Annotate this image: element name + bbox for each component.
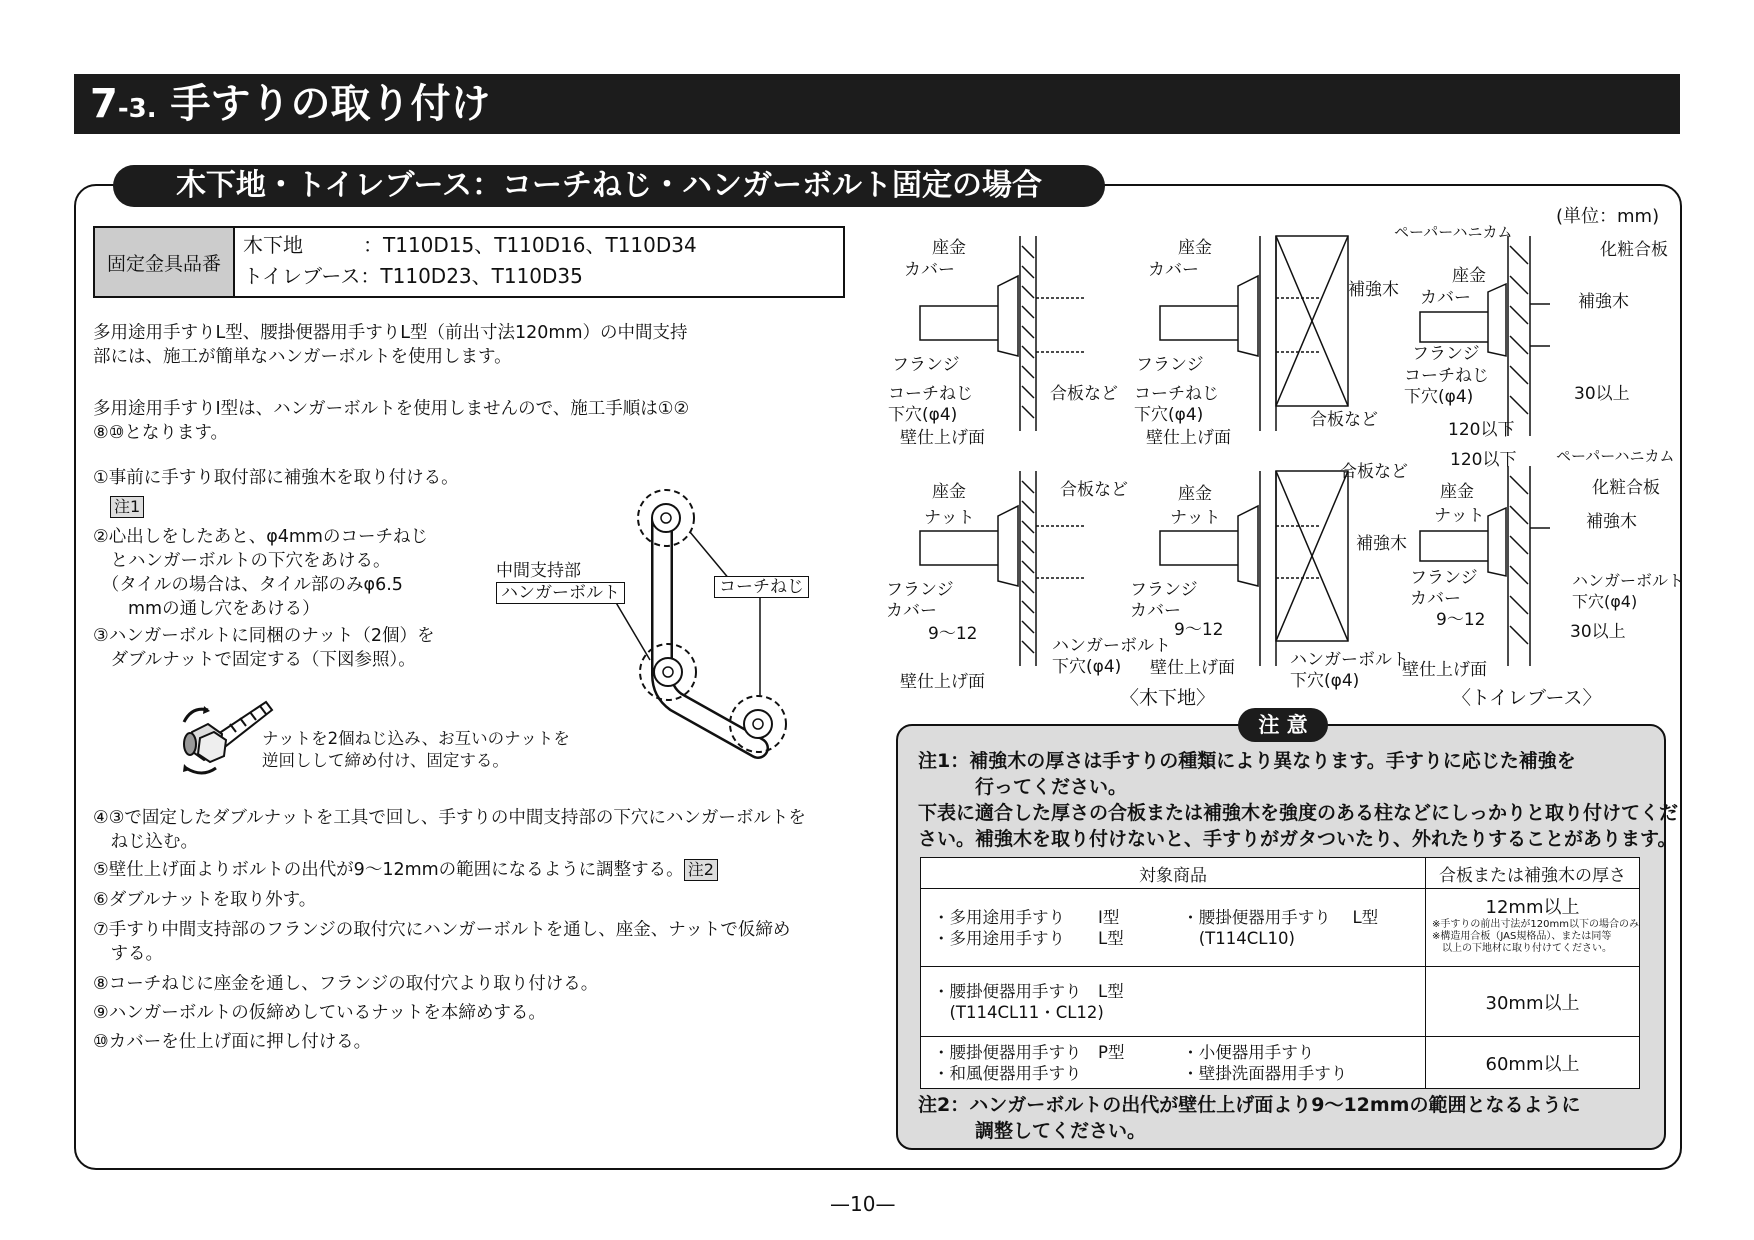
label-dim-9-12-6: 9～12 [1436,610,1486,630]
label-wall-2: 壁仕上げ面 [1146,428,1231,448]
label-coach-2: コーチねじ 下穴(φ4) [1134,384,1219,425]
step-5 [93,858,718,882]
table-r1-thickness: 12mm以上 [1485,897,1580,918]
table-r1-products-a: ・多用途用手すり I型 ・多用途用手すり L型 [921,889,1171,967]
fixing-part-row-booth: トイレブース：T110D23、T110D35 [243,264,583,288]
step-6: ⑥ダブルナットを取り外す。 [93,890,317,910]
table-r1-products-b: ・腰掛便器用手すり L型 (T114CL10) [1170,889,1425,967]
step-10: ⑩カバーを仕上げ面に押し付ける。 [93,1032,372,1052]
label-dim-120-1: 120以下 [1448,420,1515,440]
label-wall-5: 壁仕上げ面 [1150,658,1235,678]
table-header-products: 対象商品 [921,858,1426,889]
label-coach-1: コーチねじ 下穴(φ4) [888,384,973,425]
hanger-bolt-label: ハンガーボルト [496,582,625,604]
label-hanger-hole-4: ハンガーボルト 下穴(φ4) [1052,636,1171,677]
label-dim-120-2: 120以下 [1450,450,1517,470]
label-hanger-hole-5: ハンガーボルト 下穴(φ4) [1290,650,1409,691]
label-dim-9-12-4: 9～12 [928,624,978,644]
label-kesho-2: 化粧合板 [1592,478,1660,498]
label-nut-6: ナット [1434,506,1485,526]
section-title: 手すりの取り付け [170,81,491,127]
label-nut-5: ナット [1170,508,1221,528]
label-dim-30-2: 30以上 [1570,622,1626,642]
label-dim-30-1: 30以上 [1574,384,1630,404]
caution-note-2: 注2：ハンガーボルトの出代が壁仕上げ面より9～12mmの範囲となるように 調整してください。 [918,1094,1581,1142]
caution-note-1b: 下表に適合した厚さの合板または補強木を強度のある柱などにしっかりと取り付けてくだ さい。補強木を取り付けないと、手すりがガタついたり、外れたりすることがあります。 [918,802,1679,850]
label-nut-4: ナット [924,508,975,528]
note-2-tag: 注2 [684,859,718,881]
label-coach-3: コーチねじ 下穴(φ4) [1404,366,1489,407]
label-paper-honeycomb-1: ペーパーハニカム [1394,223,1513,241]
label-zagane-2: 座金 [1178,238,1212,258]
label-kesho-1: 化粧合板 [1600,240,1668,260]
step-1: ①事前に手すり取付部に補強木を取り付ける。 [93,468,459,488]
label-flange-cover-6: フランジ カバー [1410,568,1478,609]
label-zagane-5: 座金 [1178,484,1212,504]
double-nut-illustration [178,694,274,780]
label-flange-cover-4: フランジ カバー [886,580,954,621]
label-flange-1: フランジ [892,355,960,375]
table-r3-products-b: ・小便器用手すり ・壁掛洗面器用手すり [1170,1037,1425,1089]
label-flange-2: フランジ [1136,355,1204,375]
page-number: —10— [830,1192,896,1216]
reinforcement-table [920,857,1640,1089]
label-zagane-1: 座金 [932,238,966,258]
step-9: ⑨ハンガーボルトの仮締めしているナットを本締めする。 [93,1003,546,1023]
unit-label: (単位：mm) [1556,206,1660,227]
label-zagane-6: 座金 [1440,482,1474,502]
subheading: 木下地・トイレブース：コーチねじ・ハンガーボルト固定の場合 [113,165,1105,207]
caption-wood: 〈木下地〉 [1120,687,1216,709]
label-wall-1: 壁仕上げ面 [900,428,985,448]
step-8: ⑧コーチねじに座金を通し、フランジの取付穴より取り付ける。 [93,974,599,994]
label-hokyo-3: 補強木 [1578,292,1629,312]
table-r2-thickness: 30mm以上 [1426,967,1640,1037]
nut-caption: ナットを2個ねじ込み、お互いのナットを 逆回しして締め付け、固定する。 [262,729,570,770]
label-hokyo-2: 補強木 [1348,280,1399,300]
label-hanger-hole-6: ハンガーボルト 下穴(φ4) [1572,571,1685,611]
label-cover-2: カバー [1148,260,1199,280]
table-r1-footnote: ※手すりの前出寸法が120mm以下の場合のみ ※構造用合板（JAS規格品）、または同等 以上の下地材に取り付けてください。 [1432,919,1639,954]
label-gouban-1: 合板など [1050,384,1118,404]
section-header [74,74,1680,134]
label-gouban-4: 合板など [1060,480,1128,500]
label-dim-9-12-5: 9～12 [1174,620,1224,640]
section-subnumber: -3. [117,94,157,124]
table-r3-products-a: ・腰掛便器用手すり P型 ・和風便器用手すり [921,1037,1171,1089]
step-4: ④③で固定したダブルナットを工具で回し、手すりの中間支持部の下穴にハンガーボルトを ねじ込む。 [93,808,806,852]
fixing-part-table [93,226,845,298]
label-zagane-3: 座金 [1452,266,1486,286]
mid-support-label: 中間支持部 [496,561,581,581]
table-r3-thickness: 60mm以上 [1426,1037,1640,1089]
step-1-note [110,496,144,518]
caution-title: 注 意 [1238,708,1328,742]
caution-note-1: 注1：補強木の厚さは手すりの種類により異なります。手すりに応じた補強を 行ってください。 [918,750,1576,798]
intro-paragraph-2: 多用途用手すりI型は、ハンガーボルトを使用しませんので、施工手順は①② ⑧⑩となります。 [93,399,690,443]
intro-paragraph-1: 多用途用手すりL型、腰掛便器用手すりL型（前出寸法120mm）の中間支持 部には、施工が簡単なハンガーボルトを使用します。 [93,323,688,367]
handrail-illustration [600,480,830,760]
step-5-text: ⑤壁仕上げ面よりボルトの出代が9～12mmの範囲になるように調整する。 [93,860,684,880]
label-paper-honeycomb-2: ペーパーハニカム [1556,447,1675,465]
section-number: 7 [90,81,118,127]
table-header-thickness: 合板または補強木の厚さ [1426,858,1640,889]
label-wall-4: 壁仕上げ面 [900,672,985,692]
label-hokyo-6: 補強木 [1586,512,1637,532]
label-zagane-4: 座金 [932,482,966,502]
label-cover-3: カバー [1420,288,1471,308]
label-gouban-5: 合板など [1340,462,1408,482]
label-gouban-2: 合板など [1310,410,1378,430]
table-r2-products: ・腰掛便器用手すり L型 (T114CL11・CL12) [921,967,1426,1037]
step-2: ②心出しをしたあと、φ4mmのコーチねじ とハンガーボルトの下穴をあける。 （タイルの場合は、タイル部のみφ6.5 mmの通し穴をあける） [93,527,428,619]
label-hokyo-5: 補強木 [1356,534,1407,554]
fixing-part-row-wood: 木下地 ：T110D15、T110D16、T110D34 [243,233,697,257]
coach-screw-label: コーチねじ [714,576,809,598]
step-7: ⑦手すり中間支持部のフランジの取付穴にハンガーボルトを通し、座金、ナットで仮締め する。 [93,920,791,964]
caption-booth: 〈トイレブース〉 [1452,687,1602,709]
note-1-tag: 注1 [110,496,144,518]
label-flange-3: フランジ [1412,344,1480,364]
label-cover-1: カバー [904,260,955,280]
label-wall-6: 壁仕上げ面 [1402,660,1487,680]
label-flange-cover-5: フランジ カバー [1130,580,1198,621]
fixing-part-label: 固定金具品番 [95,228,235,296]
step-3: ③ハンガーボルトに同梱のナット（2個）を ダブルナットで固定する（下図参照）。 [93,626,435,670]
